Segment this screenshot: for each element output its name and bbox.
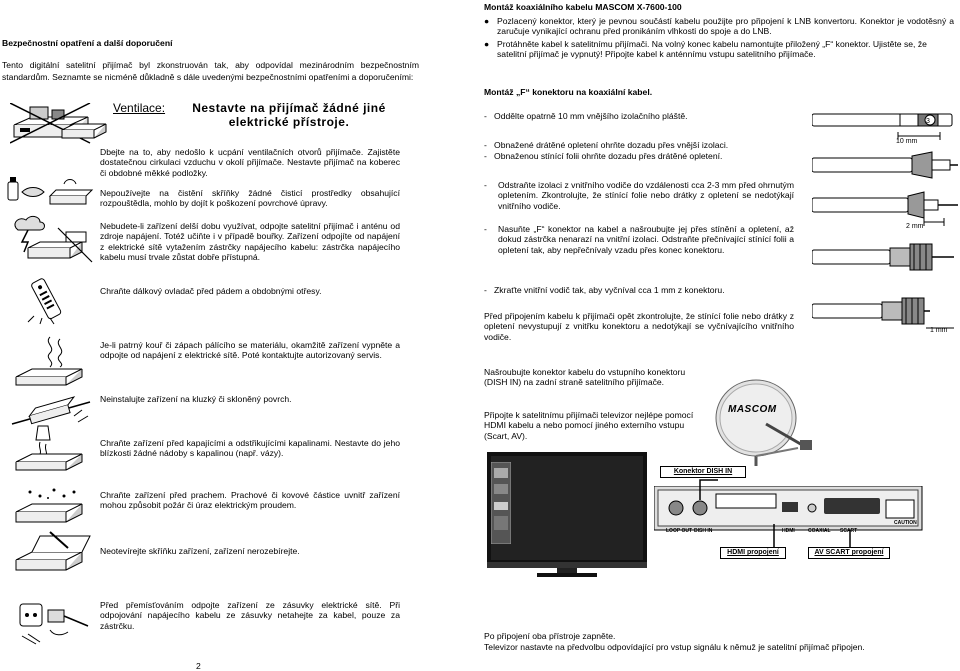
- safety-item-smoke: Je-li patrný kouř či zápach pálícího se materiálu, okamžitě zařízení vypněte a odpojte od napájení z elektrické sítě. Poté kontaktujte autorizovaný servis.: [100, 340, 400, 361]
- step-4: -: [484, 224, 487, 234]
- bullet-receiver-text: Protáhněte kabel k satelitnímu přijímači. Na volný konec kabelu namontujte přiložený „F“ konektor. Ujistěte se, že satelitní přijímač je vypnutý! Připojte kabel k anténnímu vstupu satelitního přijímače.: [497, 39, 927, 60]
- step-2b: - Obnaženou stínící folii ohrňte dozadu přes drátěné opletení.: [484, 151, 723, 161]
- dim-10mm: 10 mm: [896, 138, 918, 145]
- cable-diagram-strip: [812, 110, 958, 146]
- label-hdmi: HDMI propojení: [720, 547, 786, 559]
- bullet-lnb-text: Pozlacený konektor, který je pevnou součástí kabelu použijte pro připojení k LNB konvertoru. Konektor je vodotěsný a zaručuje vynikající ochranu před pronikáním vlhkosti do spoje a do LNB.: [497, 16, 954, 37]
- dim-2mm: 2 mm: [906, 223, 924, 230]
- step-4-text: Nasuňte „F“ konektor na kabel a našroubujte jej přes stínění a opletení, až dokud zástrčka nenarazí na vnitřní izolaci. Odstraňte přečnívající stínící folii a opletení tak, aby nepřečnívaly vzadu přes konec konektoru.: [498, 224, 794, 255]
- para-tv-input: Televizor nastavte na předvolbu odpovídající pro vstup signálu k němuž je satelitní přijímač připojen.: [484, 642, 865, 652]
- cable-diagram-connector: [812, 236, 958, 284]
- para-tv: Připojte k satelitnímu přijímači televizor nejlépe pomocí HDMI kabelu a nebo pomocí jiného externího vstupu (Scart, AV).: [484, 410, 694, 441]
- label-scart: AV SCART propojení: [808, 547, 890, 559]
- step-2b-text: Obnaženou stínící folii ohrňte dozadu přes drátěné opletení.: [494, 151, 723, 161]
- step-5-text: Zkraťte vnitřní vodič tak, aby vyčníval cca 1 mm z konektoru.: [494, 285, 725, 295]
- ventilation-label: Ventilace:: [113, 101, 166, 115]
- cable-diagram-fold: [812, 146, 958, 186]
- tv-image: [487, 452, 647, 578]
- illustration-cleaning: [4, 172, 94, 210]
- safety-item-ventilation: Dbejte na to, aby nedošlo k ucpání ventilačních otvorů přijímače. Zajistěte dostatečnou cirkulaci vzduchu v okolí přijímače. Nestavte přijímač na koberec či obdobné měkké podložky.: [100, 147, 400, 178]
- step-1: - Oddělte opatrně 10 mm vnějšího izolačního pláště.: [484, 111, 688, 121]
- safety-item-cleaning: Nepoužívejte na čistění skříňky žádné čisticí prostředky obsahující rozpouštědla, mohlo by dojít k poškození povrchové úpravy.: [100, 188, 400, 209]
- bullet-receiver: ● Protáhněte kabel k satelitnímu přijímači. Na volný konec kabelu namontujte přiložený „F“ konektor. Ujistěte se, že satelitní přijímač je vypnutý! Připojte kabel k anténnímu vstupu satelitního přijímače.: [484, 39, 954, 61]
- bullet-lnb: ● Pozlacený konektor, který je pevnou součástí kabelu použijte pro připojení k LNB konvertoru. Konektor je vodotěsný a zaručuje vynikající ochranu před pronikáním vlhkosti do spoje a do LNB.: [484, 16, 954, 37]
- illustration-open-case: [10, 530, 94, 574]
- page-number: 2: [196, 661, 201, 671]
- receiver-thumbnail: [491, 462, 511, 544]
- step-3-text: Odstraňte izolaci z vnitřního vodiče do vzdálenosti cca 2-3 mm před ohrnutým opletením. Zkontrolujte, že stínící folie nebo drátky z opletení se nedotýkají vnitřního vodiče.: [498, 180, 794, 211]
- f-connector-heading: Montáž „F“ konektoru na koaxiální kabel.: [484, 87, 653, 97]
- rear-label-hdmi: HDMI: [782, 528, 795, 534]
- para-dish-in: Našroubujte konektor kabelu do vstupního konektoru (DISH IN) na zadní straně satelitního přijímače.: [484, 367, 686, 388]
- dim-1mm: 1 mm: [930, 327, 948, 334]
- illustration-smoke: [10, 333, 94, 389]
- rear-label-scart: SCART: [840, 528, 858, 534]
- illustration-liquid: [8, 422, 96, 472]
- step-2a-text: Obnažené drátěné opletení ohrňte dozadu přes vnější izolaci.: [494, 140, 729, 150]
- safety-heading: Bezpečnostní opatření a další doporučení: [2, 38, 173, 48]
- step-2a: - Obnažené drátěné opletení ohrňte dozadu přes vnější izolaci.: [484, 140, 729, 150]
- illustration-plug: [12, 596, 92, 646]
- safety-intro: Tento digitální satelitní přijímač byl zkonstruován tak, aby odpovídal mezinárodním bezpečnostním standardům. Seznamte se nicméně důkladně s dále uvedenými bezpečnostními opatřeními a doporučeními:: [2, 60, 419, 82]
- illustration-storm: [6, 214, 96, 264]
- right-heading: Montáž koaxiálního kabelu MASCOM X-7600-100: [484, 2, 682, 12]
- illustration-dust: [10, 484, 94, 528]
- safety-item-dust: Chraňte zařízení před prachem. Prachové či kovové částice uvnitř zařízení mohou způsobit požár či úraz elektrickým proudem.: [100, 490, 400, 511]
- step-1-text: Oddělte opatrně 10 mm vnějšího izolačního pláště.: [494, 111, 688, 121]
- rear-label-coax: COAXIAL: [808, 528, 831, 534]
- cable-diagram-conductor: [812, 186, 958, 232]
- safety-item-liquid: Chraňte zařízení před kapajícími a odstřikujícími kapalinami. Nestavte do jeho blízkosti žádné nádoby s kapalinou (např. vázy).: [100, 438, 400, 459]
- rear-label-dish: DISH IN: [694, 528, 713, 534]
- safety-item-remote: Chraňte dálkový ovladač před pádem a obdobnými otřesy.: [100, 286, 322, 296]
- para-power-on: Po připojení oba přístroje zapněte.: [484, 631, 616, 641]
- safety-item-plug: Před přemísťováním odpojte zařízení ze zásuvky elektrické sítě. Při odpojování napájecího kabelu ze zásuvky netahejte za kabel, pouze za zástrčku.: [100, 600, 400, 631]
- ventilation-text: Nestavte na přijímač žádné jiné elektrické přístroje.: [192, 101, 386, 129]
- illustration-receiver-vent: [60, 120, 110, 144]
- satellite-dish-image: [708, 376, 828, 468]
- step-5: - Zkraťte vnitřní vodič tak, aby vyčníval cca 1 mm z konektoru.: [484, 285, 725, 295]
- para-check: Před připojením kabelu k přijímači opět zkontrolujte, že stínící folie nebo drátky z opletení nevystupují z vnitřku konektoru a nedotýkají se vyčnívajícího vnitřního vodiče.: [484, 311, 794, 342]
- rear-label-loop: LOOP OUT: [666, 528, 693, 534]
- illustration-remote-drop: [20, 274, 76, 328]
- dish-brand-logo: MASCOM: [728, 404, 777, 415]
- mark-step-3: 3: [926, 118, 930, 125]
- safety-item-slope: Neinstalujte zařízení na kluzký či skloněný povrch.: [100, 394, 292, 404]
- step-3: -: [484, 180, 487, 190]
- label-dish-in: Konektor DISH IN: [660, 466, 746, 478]
- safety-item-open: Neotevírejte skříňku zařízení, zařízení nerozebírejte.: [100, 546, 300, 556]
- safety-item-unplug: Nebudete-li zařízení delší dobu využívat, odpojte satelitní přijímač i anténu od zdroje napájení. Totéž učiňte i v případě bouřky. Zařízení odpojíte od napájení z elektrické sítě vytažením zástrčky napájecího kabelu: zástrčka napájecího kabelu musí trvale zůstat dobře přístupná.: [100, 221, 400, 263]
- rear-label-caution: CAUTION: [894, 520, 917, 526]
